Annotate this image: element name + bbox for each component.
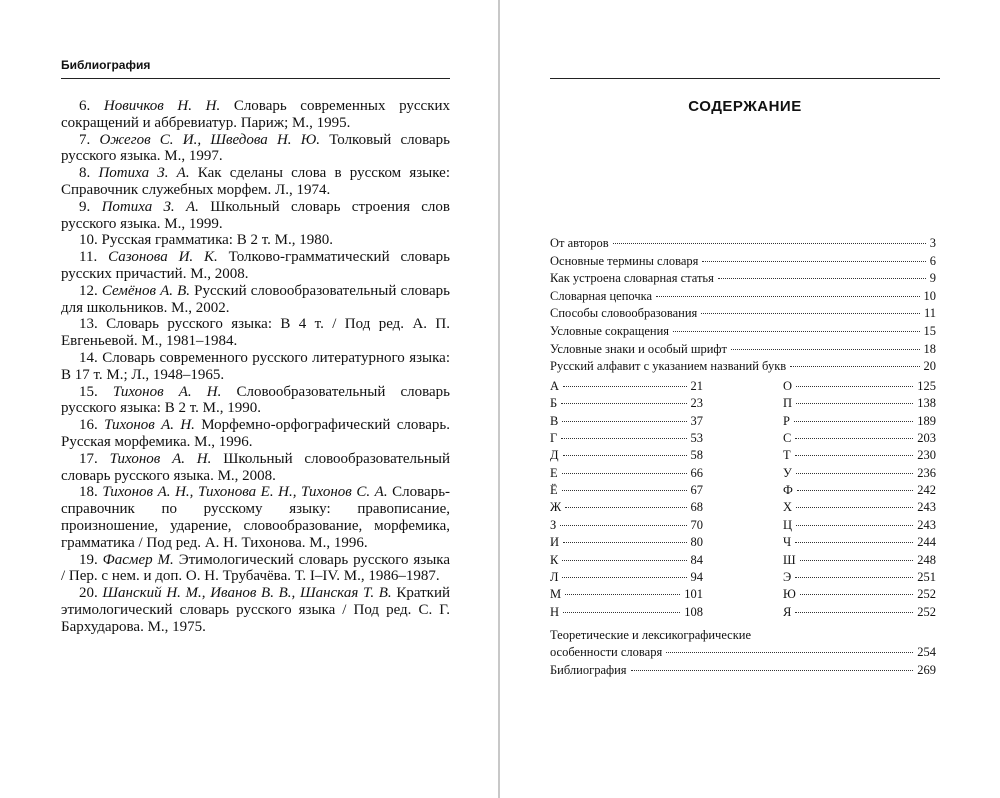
- toc-item-label: У: [783, 465, 792, 480]
- header-rule: [550, 78, 940, 79]
- toc-item-page: 11: [923, 306, 936, 321]
- toc-item-label: Ф: [783, 483, 793, 498]
- toc-item-label: О: [783, 378, 793, 393]
- bibliography-entry: [61, 132, 450, 166]
- entry-number: 12.: [79, 282, 98, 299]
- entry-number: 15.: [79, 383, 98, 400]
- entry-author: Ожегов С. И., Шведова Н. Ю.: [99, 131, 321, 148]
- toc-letter-item[interactable]: [550, 518, 703, 535]
- toc-item-page: 20: [923, 359, 936, 374]
- bibliography-entry: [61, 165, 450, 199]
- dot-leader: [718, 278, 926, 279]
- toc-item-label: Способы словообразования: [550, 306, 698, 321]
- left-page: [0, 0, 498, 798]
- toc-item-label: И: [550, 535, 560, 550]
- toc-item-page: 248: [917, 552, 936, 567]
- toc-item-page: 18: [923, 341, 936, 356]
- dot-leader: [562, 421, 686, 422]
- toc-item-label: М: [550, 587, 562, 602]
- toc-item-page: 94: [690, 570, 703, 585]
- entry-text: Школьный словарь строения слов русского языка. М., 1999.: [61, 198, 451, 232]
- dot-leader: [563, 612, 680, 613]
- toc-item-label: Н: [550, 604, 560, 619]
- dot-leader: [794, 421, 913, 422]
- toc-item-page: 254: [917, 645, 936, 660]
- toc-letter-item[interactable]: [550, 466, 703, 483]
- toc-item-page: 6: [929, 253, 936, 268]
- toc-item-page: 58: [690, 448, 703, 463]
- toc-item-label: Ш: [783, 552, 796, 567]
- dot-leader: [666, 652, 913, 653]
- toc-item-label: Русский алфавит с указанием названий букв: [550, 359, 787, 374]
- entry-author: Фасмер М.: [102, 551, 174, 568]
- entry-author: Сазонова И. К.: [108, 249, 218, 266]
- dot-leader: [673, 331, 919, 332]
- entry-author: Новичков Н. Н.: [103, 98, 221, 114]
- entry-text: Как сделаны слова в русском языке: Справочник служебных морфем. Л., 1974.: [61, 165, 450, 198]
- dot-leader: [562, 577, 686, 578]
- entry-number: 10.: [79, 232, 98, 249]
- dot-leader: [562, 473, 687, 474]
- toc-item-page: 23: [690, 396, 703, 411]
- toc-item-label: Условные знаки и особый шрифт: [550, 341, 727, 356]
- dot-leader: [731, 349, 920, 350]
- entry-text: Словарь современного русского литературного языка: В 17 т. М.; Л., 1948–1965.: [61, 349, 451, 383]
- bibliography-entry: [61, 585, 450, 635]
- bibliography-list: [61, 98, 450, 636]
- dot-leader: [562, 560, 686, 561]
- bibliography-entry: [61, 232, 450, 249]
- toc-item-page: 3: [929, 236, 936, 250]
- bibliography-entry: [61, 417, 450, 451]
- entry-text: Толковый словарь русского языка. М., 1997.: [61, 131, 451, 165]
- toc-item-label: Ё: [550, 483, 558, 498]
- toc-item-page: 9: [929, 271, 936, 286]
- toc-item-theory[interactable]: [550, 628, 936, 663]
- entry-author: Шанский Н. М., Иванов В. В., Шанская Т. В.: [102, 585, 392, 602]
- dot-leader: [561, 403, 686, 404]
- dot-leader: [796, 507, 913, 508]
- toc-letter-item[interactable]: [783, 396, 936, 413]
- toc-item[interactable]: [550, 306, 936, 324]
- toc-item-page: 252: [917, 604, 936, 619]
- dot-leader: [797, 490, 913, 491]
- toc-item-page: 66: [690, 465, 703, 480]
- toc-letters-left: [550, 379, 703, 622]
- toc-item-page: 53: [690, 430, 703, 445]
- toc-item-page: 269: [917, 662, 936, 677]
- toc-item-label: Теоретические и лексикографические: [550, 628, 752, 643]
- toc-letter-item[interactable]: [783, 518, 936, 535]
- dot-leader: [795, 455, 914, 456]
- toc-item-label: С: [783, 430, 792, 445]
- toc-letter-item[interactable]: [783, 553, 936, 570]
- toc-letter-item[interactable]: [550, 483, 703, 500]
- toc-item-page: 37: [690, 413, 703, 428]
- toc-letter-item[interactable]: [783, 483, 936, 500]
- entry-number: 9.: [79, 198, 91, 215]
- toc-item-label: Ю: [783, 587, 796, 602]
- entry-number: 16.: [79, 417, 98, 434]
- toc-letter-item[interactable]: [783, 535, 936, 552]
- entry-author: Семёнов А. В.: [101, 282, 191, 299]
- toc-item-label: Ж: [550, 500, 562, 515]
- header-rule: [61, 78, 450, 79]
- toc-item-label: П: [783, 396, 793, 411]
- toc-item[interactable]: [550, 236, 936, 254]
- dot-leader: [795, 612, 913, 613]
- toc-item[interactable]: [550, 324, 936, 342]
- entry-text: Словарь русского языка: В 4 т. / Под ред. А. П. Евгеньевой. М., 1981–1984.: [61, 316, 450, 350]
- dot-leader: [563, 542, 686, 543]
- toc-item-label: Ч: [783, 535, 792, 550]
- toc-item-page: 125: [917, 378, 936, 393]
- entry-number: 20.: [79, 585, 98, 602]
- toc-item-page: 242: [917, 483, 936, 498]
- toc-letter-item[interactable]: [783, 431, 936, 448]
- entry-author: Тихонов А. Н., Тихонова Е. Н., Тихонов С. А.: [102, 484, 388, 501]
- entry-text: Морфемно-орфографический словарь. Русская морфемика. М., 1996.: [61, 417, 451, 450]
- toc-item-label: Р: [783, 413, 790, 428]
- toc-item-label: Условные сокращения: [550, 323, 670, 338]
- dot-leader: [796, 473, 913, 474]
- toc-item-label: К: [550, 552, 559, 567]
- toc-main-items: [550, 236, 936, 377]
- toc-item-label: Е: [550, 465, 558, 480]
- dot-leader: [796, 403, 913, 404]
- bibliography-entry: [61, 249, 450, 283]
- entry-text: Словообразовательный словарь русского языка: В 2 т. М., 1990.: [61, 383, 451, 417]
- entry-author: Потиха З. А.: [101, 198, 199, 215]
- toc-item-label: Основные термины словаря: [550, 253, 699, 268]
- entry-text: Толково-грамматический словарь русских причастий. М., 2008.: [61, 249, 451, 282]
- dot-leader: [800, 594, 913, 595]
- dot-leader: [790, 366, 919, 367]
- bibliography-entry: [61, 350, 450, 384]
- dot-leader: [795, 577, 913, 578]
- toc-item-page: 138: [917, 396, 936, 411]
- bibliography-entry: [61, 199, 450, 233]
- toc-letter-item[interactable]: [550, 500, 703, 517]
- toc-item-label: Библиография: [550, 662, 627, 677]
- toc-item-label: Словарная цепочка: [550, 288, 653, 303]
- toc-letter-item[interactable]: [550, 431, 703, 448]
- entry-text: Школьный словообразовательный словарь русского языка. М., 2008.: [61, 450, 451, 484]
- toc-item[interactable]: [550, 359, 936, 377]
- toc-item-page: 230: [917, 448, 936, 463]
- dot-leader: [560, 525, 686, 526]
- entry-number: 8.: [79, 165, 91, 182]
- toc-item-label: Ц: [783, 517, 793, 532]
- toc-item-label: особенности словаря: [550, 645, 663, 660]
- entry-number: 18.: [79, 484, 98, 501]
- dot-leader: [631, 670, 914, 671]
- dot-leader: [796, 525, 913, 526]
- dot-leader: [613, 243, 926, 244]
- dot-leader: [562, 490, 687, 491]
- toc-item-page: 80: [690, 535, 703, 550]
- bibliography-entry: [61, 316, 450, 350]
- toc-item-page: 84: [690, 552, 703, 567]
- bibliography-entry: [61, 451, 450, 485]
- toc-item-page: 70: [690, 517, 703, 532]
- toc-title: СОДЕРЖАНИЕ: [688, 98, 802, 115]
- toc-item-page: 68: [690, 500, 703, 515]
- toc-item-page: 236: [917, 465, 936, 480]
- toc-item[interactable]: [550, 342, 936, 360]
- toc-letter-item[interactable]: [783, 414, 936, 431]
- entry-text: Русский словообразовательный словарь для школьников. М., 2002.: [61, 282, 451, 316]
- toc-letter-item[interactable]: [783, 379, 936, 396]
- entry-author: Тихонов А. Н.: [104, 417, 195, 434]
- toc-letter-item[interactable]: [550, 535, 703, 552]
- toc-letter-item[interactable]: [550, 605, 703, 622]
- toc-item-label: Как устроена словарная статья: [550, 271, 714, 286]
- bibliography-entry: [61, 552, 450, 586]
- entry-text: Русская грамматика: В 2 т. М., 1980.: [101, 232, 333, 249]
- entry-number: 13.: [79, 316, 98, 333]
- toc-letter-item[interactable]: [783, 500, 936, 517]
- toc-item-page: 10: [923, 288, 936, 303]
- entry-number: 14.: [79, 349, 98, 366]
- entry-text: Краткий этимологический словарь русского языка / Под ред. С. Г. Бархударова. М., 1975.: [61, 585, 450, 635]
- entry-number: 7.: [79, 131, 91, 148]
- bibliography-entry: [61, 484, 450, 551]
- toc-item-page: 203: [917, 430, 936, 445]
- entry-author: Тихонов А. Н.: [112, 383, 222, 400]
- toc-item-bibliography[interactable]: [550, 663, 936, 681]
- toc-row: [550, 645, 936, 663]
- toc-item-label: Г: [550, 430, 558, 445]
- toc-item[interactable]: [550, 271, 936, 289]
- dot-leader: [795, 542, 913, 543]
- toc-letter-item[interactable]: [783, 466, 936, 483]
- toc-letter-item[interactable]: [550, 448, 703, 465]
- toc-item-page: 108: [684, 604, 703, 619]
- toc-item-page: 67: [690, 483, 703, 498]
- dot-leader: [565, 507, 686, 508]
- entry-number: 19.: [79, 551, 98, 568]
- entry-number: 6.: [79, 98, 91, 114]
- bibliography-entry: [61, 283, 450, 317]
- toc-item-label: Б: [550, 396, 558, 411]
- toc-letter-item[interactable]: [550, 379, 703, 396]
- toc-letters-right: [783, 379, 936, 622]
- toc-item-page: 243: [917, 500, 936, 515]
- toc-letter-item[interactable]: [550, 570, 703, 587]
- toc-item-label: Я: [783, 604, 792, 619]
- toc-item-page: 252: [917, 587, 936, 602]
- toc-item[interactable]: [550, 289, 936, 307]
- toc-item-label: Д: [550, 448, 559, 463]
- bibliography-entry: [61, 384, 450, 418]
- toc-letter-item[interactable]: [550, 414, 703, 431]
- toc-item-page: 189: [917, 413, 936, 428]
- dot-leader: [656, 296, 919, 297]
- toc-item-label: В: [550, 413, 559, 428]
- toc-extra-items: [550, 628, 936, 680]
- toc-item-label: Х: [783, 500, 793, 515]
- dot-leader: [702, 261, 925, 262]
- entry-text: Этимологический словарь русского языка / Пер. с нем. и доп. О. Н. Трубачёва. Т. I–IV. М., 1986–1987.: [61, 551, 451, 585]
- toc-item-label: От авторов: [550, 236, 609, 250]
- toc-item-label: Э: [783, 570, 792, 585]
- dot-leader: [565, 594, 680, 595]
- dot-leader: [796, 386, 913, 387]
- entry-number: 17.: [79, 450, 98, 467]
- running-head: Библиография: [61, 58, 151, 72]
- entry-text: Словарь современных русских сокращений и аббревиатур. Париж; М., 1995.: [61, 98, 451, 131]
- toc-letter-item[interactable]: [783, 448, 936, 465]
- toc-item-label: Л: [550, 570, 559, 585]
- toc-item-label: Т: [783, 448, 791, 463]
- dot-leader: [795, 438, 913, 439]
- toc-letter-item[interactable]: [783, 587, 936, 604]
- dot-leader: [701, 313, 920, 314]
- toc-letter-item[interactable]: [783, 570, 936, 587]
- entry-author: Тихонов А. Н.: [109, 450, 212, 467]
- dot-leader: [800, 560, 914, 561]
- toc-item-label: А: [550, 378, 560, 393]
- bibliography-entry: [61, 98, 450, 132]
- toc-item-page: 251: [917, 570, 936, 585]
- toc-item-page: 243: [917, 517, 936, 532]
- dot-leader: [563, 455, 687, 456]
- toc-item[interactable]: [550, 254, 936, 272]
- toc-letter-item[interactable]: [783, 605, 936, 622]
- toc-letter-item[interactable]: [550, 553, 703, 570]
- toc-item-page: 244: [917, 535, 936, 550]
- dot-leader: [563, 386, 686, 387]
- toc-letter-item[interactable]: [550, 587, 703, 604]
- dot-leader: [561, 438, 686, 439]
- entry-text: Словарь-справочник по русскому языку: правописание, произношение, ударение, словообразование, морфемика, грамматика / Под ред. А. Н. Тихонова. М., 1996.: [61, 484, 451, 551]
- right-page: [500, 0, 1000, 798]
- table-of-contents: [550, 236, 936, 680]
- toc-letter-item[interactable]: [550, 396, 703, 413]
- entry-author: Потиха З. А.: [98, 165, 190, 182]
- toc-item-label: З: [550, 517, 557, 532]
- toc-item-page: 15: [923, 323, 936, 338]
- entry-number: 11.: [79, 249, 98, 266]
- toc-letter-columns: [550, 379, 936, 622]
- toc-item-page: 101: [684, 587, 703, 602]
- toc-item-page: 21: [690, 378, 703, 393]
